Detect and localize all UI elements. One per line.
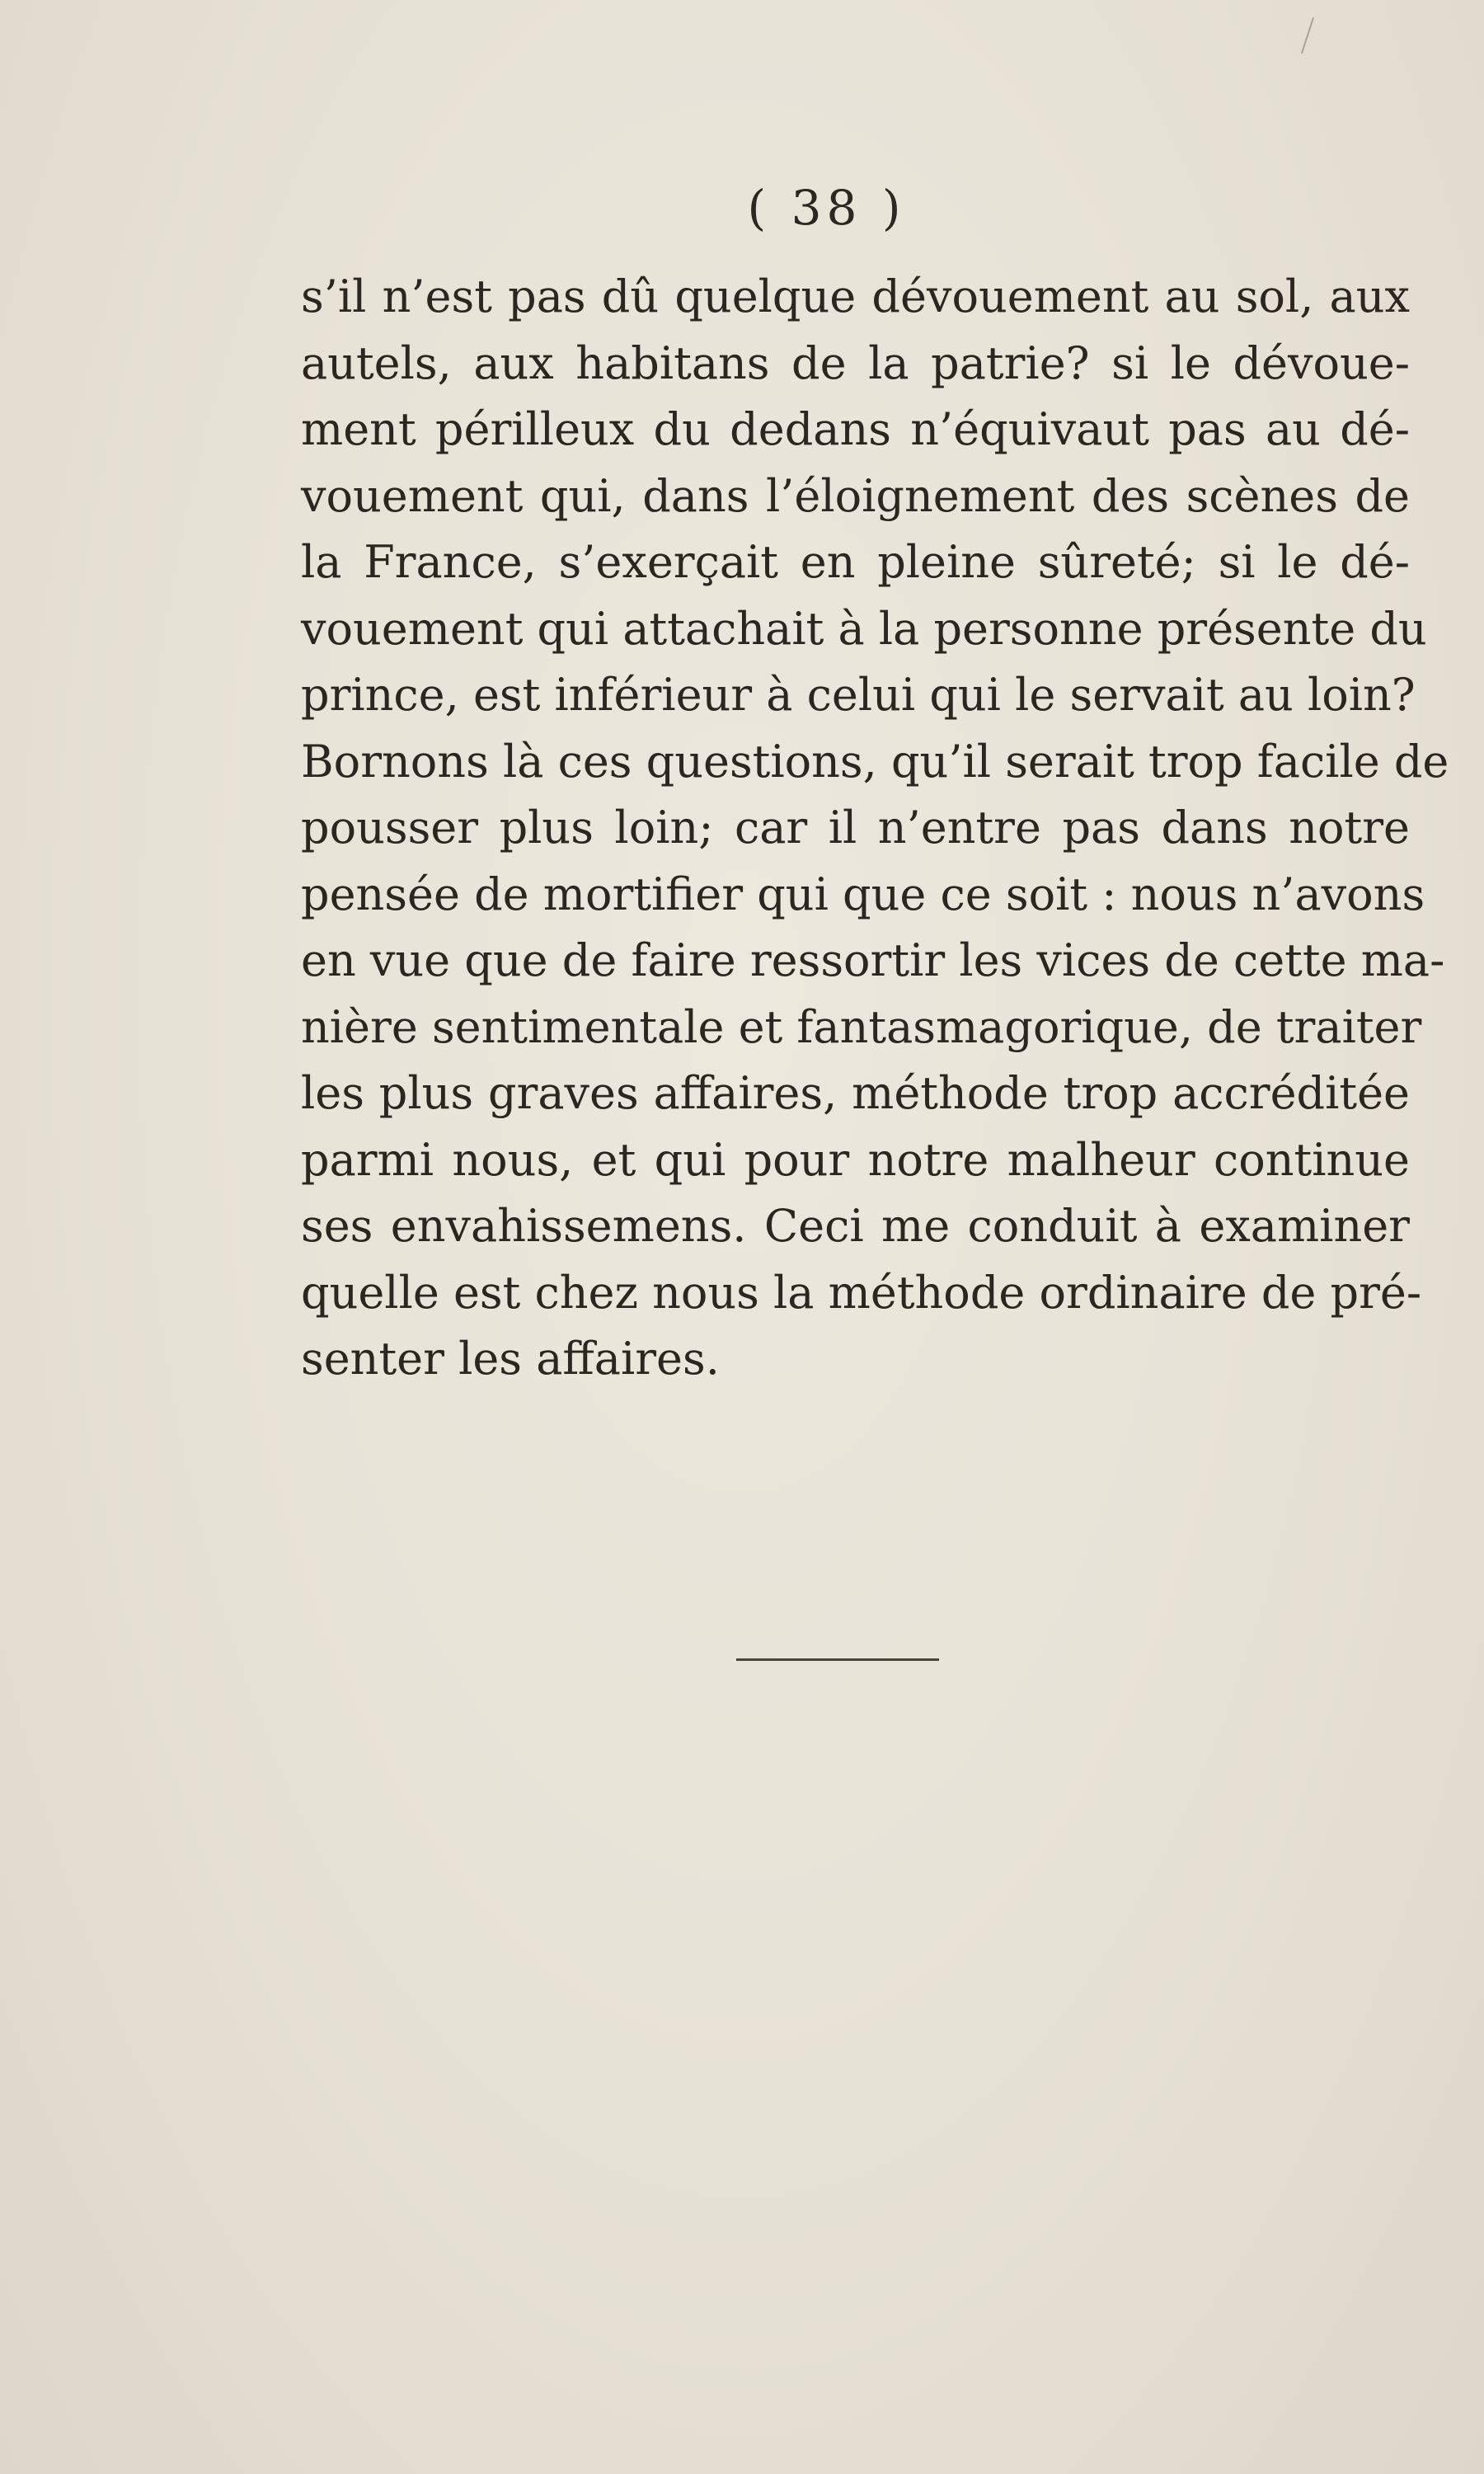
text-line: les plus graves affaires, méthode trop accréditée bbox=[301, 1067, 1410, 1119]
text-line: senter les affaires. bbox=[301, 1333, 720, 1385]
text-line: vouement qui, dans l’éloignement des scènes de bbox=[301, 469, 1410, 522]
text-line: s’il n’est pas dû quelque dévouement au sol, aux bbox=[301, 270, 1410, 322]
text-line: prince, est inférieur à celui qui le servait au loin? bbox=[301, 669, 1416, 721]
pencil-mark bbox=[1301, 17, 1314, 54]
text-line: Bornons là ces questions, qu’il serait trop facile de bbox=[301, 735, 1449, 788]
text-line: en vue que de faire ressortir les vices de cette ma- bbox=[301, 934, 1445, 986]
text-line: quelle est chez nous la méthode ordinaire de pré- bbox=[301, 1266, 1422, 1319]
body-text bbox=[301, 264, 1449, 1393]
text-line: ses envahissemens. Ceci me conduit à examiner bbox=[301, 1200, 1410, 1252]
text-line: pousser plus loin; car il n’entre pas dans notre bbox=[301, 802, 1410, 854]
text-line: vouement qui attachait à la personne présente du bbox=[301, 602, 1427, 655]
section-divider bbox=[736, 1658, 939, 1661]
text-line: la France, s’exerçait en pleine sûreté; si le dé- bbox=[301, 536, 1410, 588]
text-line: pensée de mortifier qui que ce soit : nous n’avons bbox=[301, 868, 1425, 920]
text-line: nière sentimentale et fantasmagorique, de traiter bbox=[301, 1000, 1422, 1053]
text-line: ment périlleux du dedans n’équivaut pas au dé- bbox=[301, 403, 1410, 455]
page-number: ( 38 ) bbox=[747, 180, 906, 236]
text-line: parmi nous, et qui pour notre malheur continue bbox=[301, 1133, 1410, 1186]
text-line: autels, aux habitans de la patrie? si le dévoue- bbox=[301, 336, 1410, 389]
